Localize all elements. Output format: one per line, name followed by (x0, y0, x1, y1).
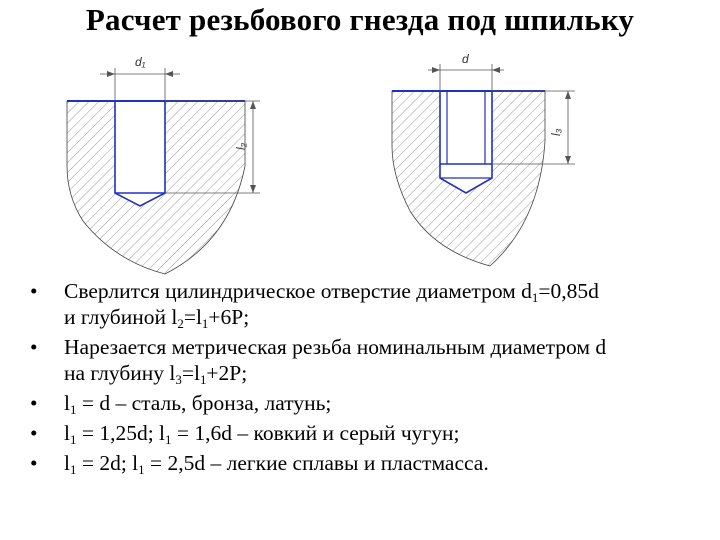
bullet-list (30, 278, 700, 480)
drilled-hole-drawing (55, 46, 305, 281)
dim-d1-label: d₁ (135, 55, 146, 69)
bullet-item: • Сверлится цилиндрическое отверстие диаметром $d_1=0,85d$ и глубиной $l_2=l_1+6P$; (30, 279, 599, 331)
threaded-hole-drawing (390, 46, 590, 271)
bullet-dot: • (30, 391, 38, 415)
hole-cavity (115, 101, 165, 206)
bullet-dot: • (30, 335, 38, 359)
bullet-item: • $l_1 = 1,25d$; $l_1 = 1,6d$ – ковкий и серый чугун; (30, 421, 460, 447)
dim-l3-label: l₃ (549, 128, 563, 136)
page-title: Расчет резьбового гнезда под шпильку (85, 2, 635, 37)
bullet-dot: • (30, 279, 38, 303)
bullet-dot: • (30, 451, 38, 475)
dim-d-label: d (462, 52, 469, 66)
bullet-dot: • (30, 421, 38, 445)
bullet-item: • Нарезается метрическая резьба номинальным диаметром d на глубину $l_3=l_1+2P$; (30, 335, 607, 387)
dim-l2-label: l₂ (234, 142, 248, 150)
bullet-item: • $l_1 = 2d$; $l_1 = 2,5d$ – легкие сплавы и пластмасса. (30, 451, 489, 477)
bullet-item: • $l_1 = d$ – сталь, бронза, латунь; (30, 391, 332, 417)
